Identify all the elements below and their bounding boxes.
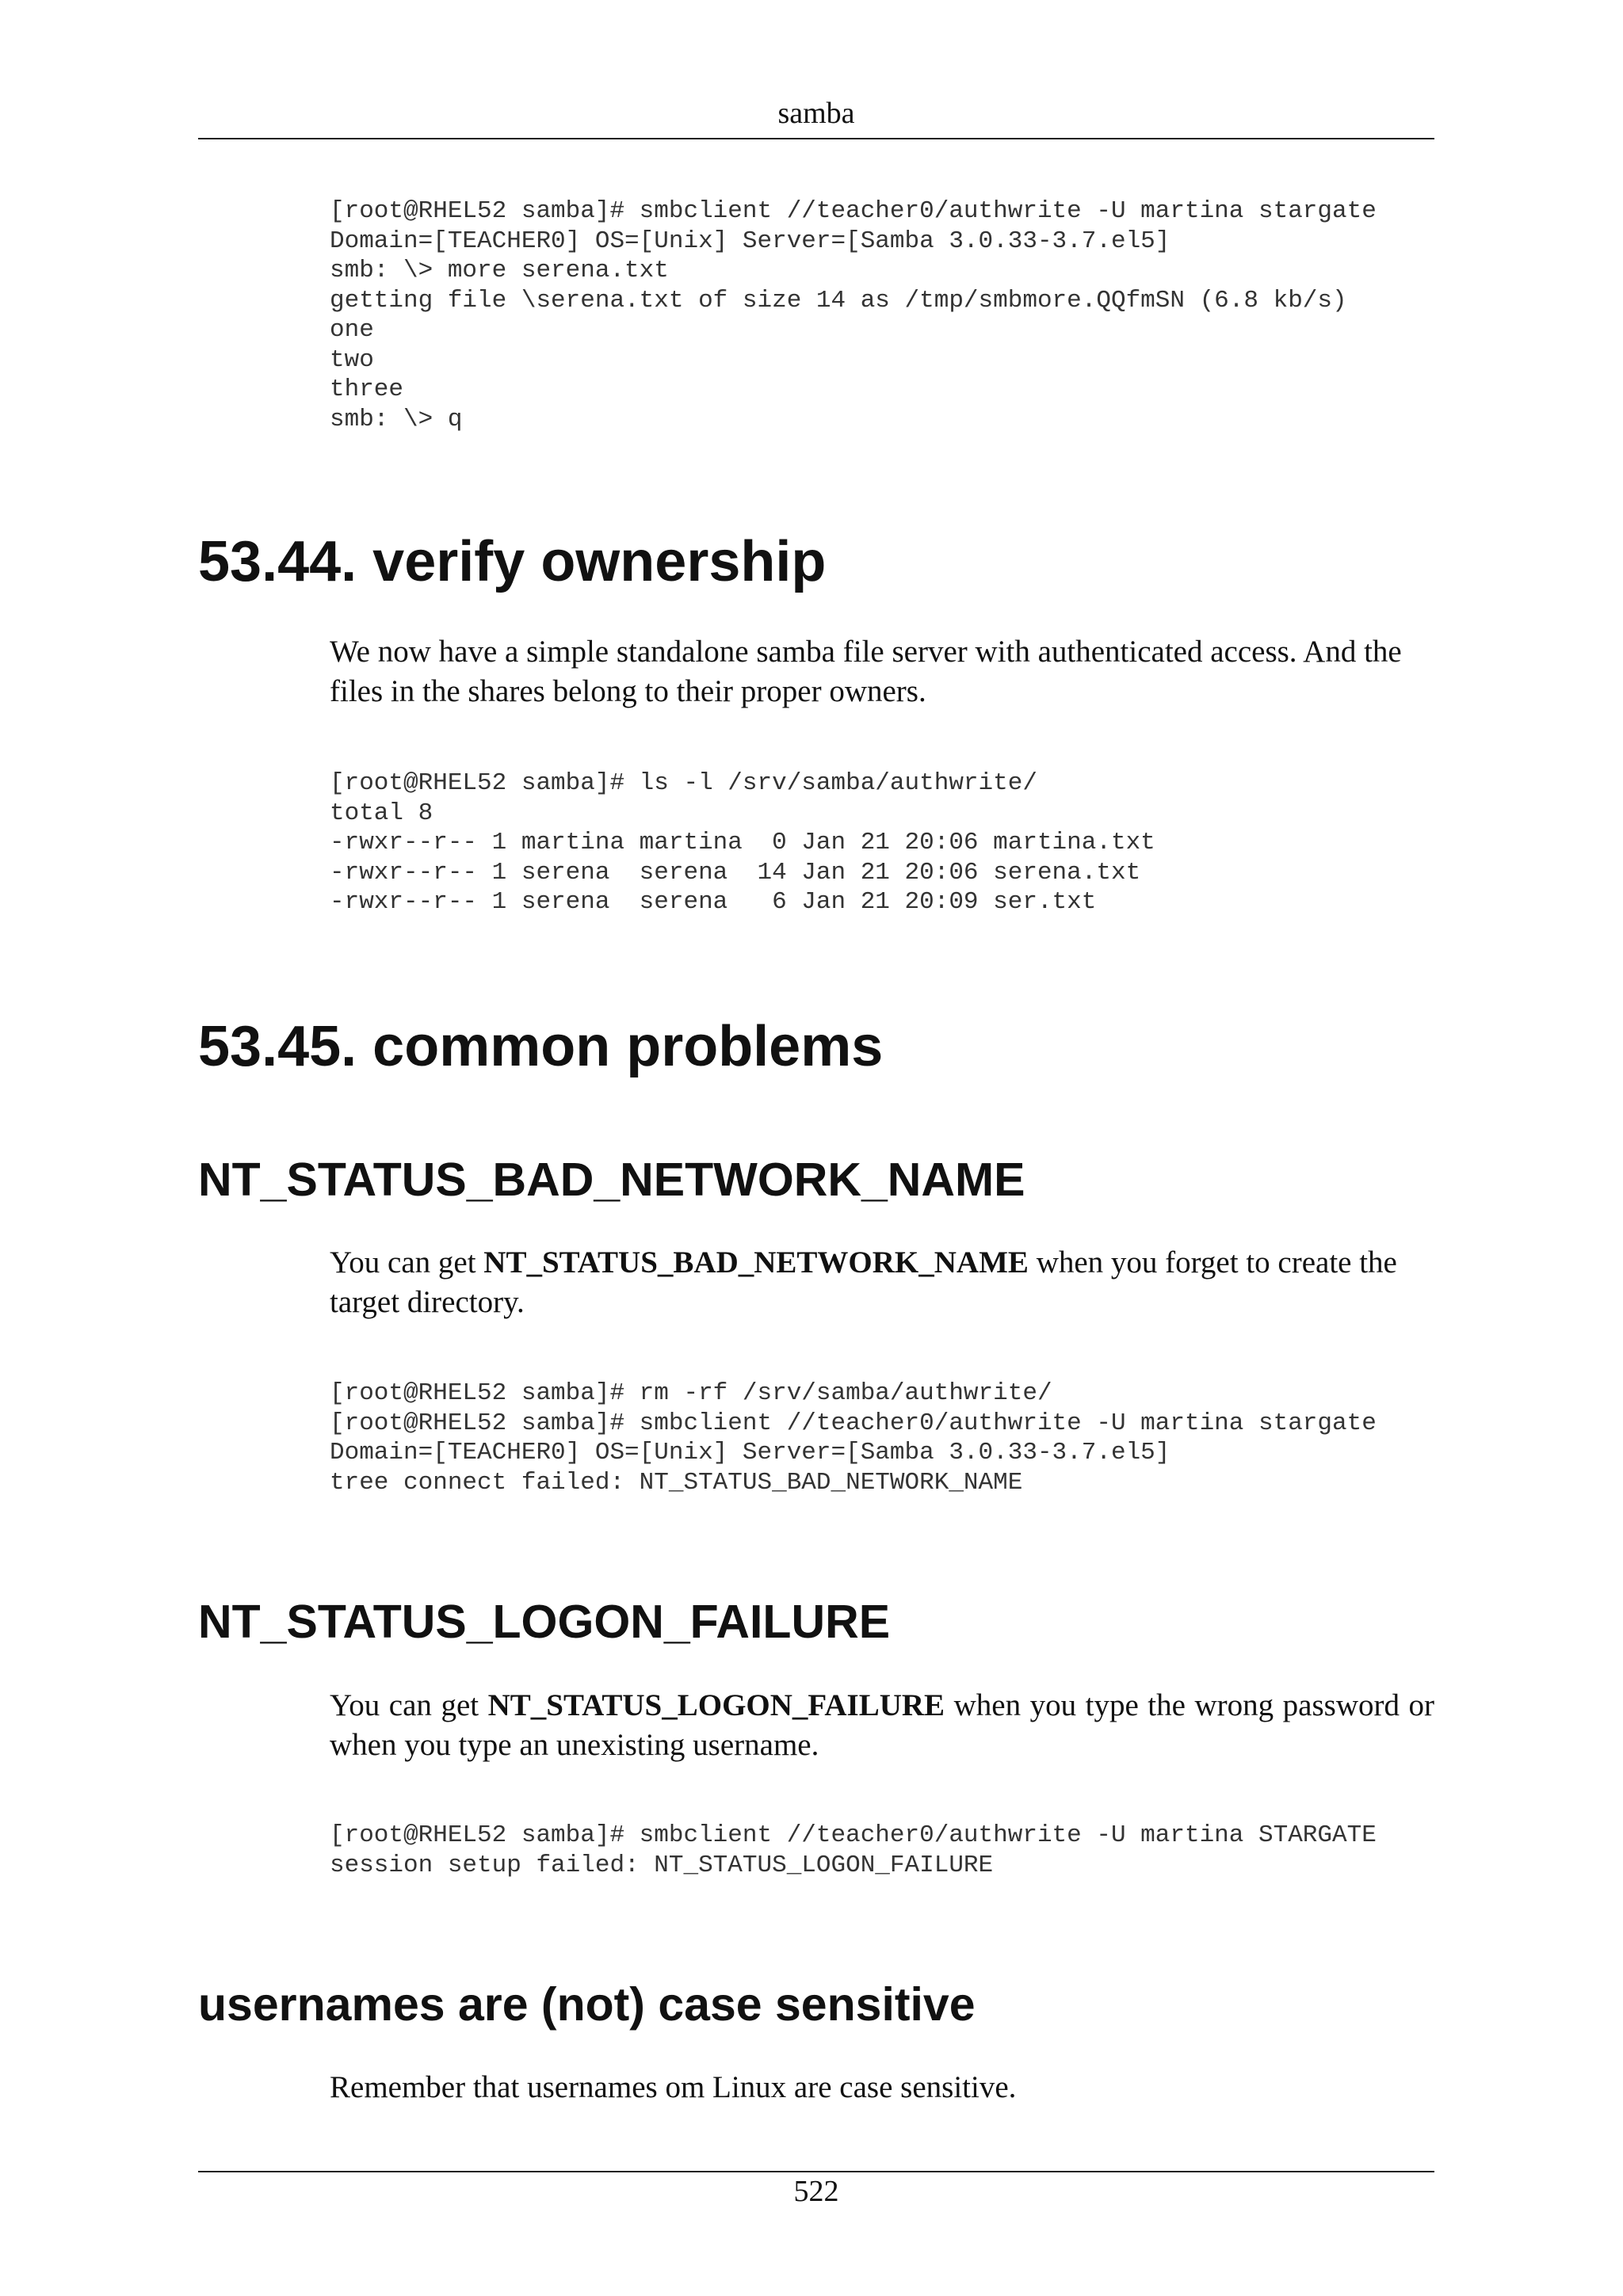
code-line: three [330, 376, 404, 403]
subheading-logon-failure: NT_STATUS_LOGON_FAILURE [198, 1596, 891, 1648]
code-line: tree connect failed: NT_STATUS_BAD_NETWORK_NAME [330, 1468, 1023, 1497]
code-block-bad-network-name [330, 1379, 1377, 1497]
code-line: [root@RHEL52 samba]# ls -l /srv/samba/authwrite/ [330, 769, 1037, 797]
page-number: 522 [793, 2175, 839, 2208]
code-line: [root@RHEL52 samba]# smbclient //teacher0/authwrite -U martina stargate [330, 197, 1377, 225]
subheading-usernames-case: usernames are (not) case sensitive [198, 1978, 976, 2031]
code-line: two [330, 345, 374, 374]
running-header: samba [777, 97, 855, 130]
code-line: getting file \serena.txt of size 14 as /tmp/smbmore.QQfmSN (6.8 kb/s) [330, 286, 1347, 315]
code-block-ls-ownership [330, 769, 1155, 917]
section-heading-common-problems: 53.45. common problems [198, 1015, 884, 1078]
subheading-bad-network-name: NT_STATUS_BAD_NETWORK_NAME [198, 1154, 1025, 1206]
code-line: -rwxr--r-- 1 serena serena 6 Jan 21 20:09 ser.txt [330, 888, 1097, 916]
code-block-smbclient-more [330, 196, 1377, 434]
paragraph-bad-network-name: You can get NT_STATUS_BAD_NETWORK_NAME when you forget to create the target directory. [330, 1245, 1397, 1319]
code-line: smb: \> more serena.txt [330, 257, 669, 284]
code-line: Domain=[TEACHER0] OS=[Unix] Server=[Samba 3.0.33-3.7.el5] [330, 1439, 1170, 1466]
code-line: one [330, 316, 374, 344]
code-line: smb: \> q [330, 405, 463, 433]
section-heading-verify-ownership: 53.44. verify ownership [198, 530, 827, 593]
code-line: [root@RHEL52 samba]# smbclient //teacher0/authwrite -U martina STARGATE [330, 1821, 1377, 1849]
paragraph-usernames-case: Remember that usernames om Linux are case sensitive. [330, 2070, 1017, 2104]
code-block-logon-failure [330, 1821, 1377, 1880]
code-line: [root@RHEL52 samba]# rm -rf /srv/samba/authwrite/ [330, 1379, 1052, 1407]
code-line: total 8 [330, 799, 433, 827]
paragraph-logon-failure: You can get NT_STATUS_LOGON_FAILURE when you type the wrong password or when you type an unexisting username. [330, 1688, 1434, 1762]
code-line: -rwxr--r-- 1 serena serena 14 Jan 21 20:06 serena.txt [330, 858, 1141, 887]
code-line: [root@RHEL52 samba]# smbclient //teacher0/authwrite -U martina stargate [330, 1409, 1377, 1437]
code-line: -rwxr--r-- 1 martina martina 0 Jan 21 20:06 martina.txt [330, 829, 1155, 856]
header-rule [198, 138, 1434, 139]
paragraph-verify-ownership: We now have a simple standalone samba file server with authenticated access. And the files in the shares belong to their proper owners. [330, 635, 1402, 708]
code-line: Domain=[TEACHER0] OS=[Unix] Server=[Samba 3.0.33-3.7.el5] [330, 227, 1170, 255]
code-line: session setup failed: NT_STATUS_LOGON_FAILURE [330, 1851, 994, 1879]
